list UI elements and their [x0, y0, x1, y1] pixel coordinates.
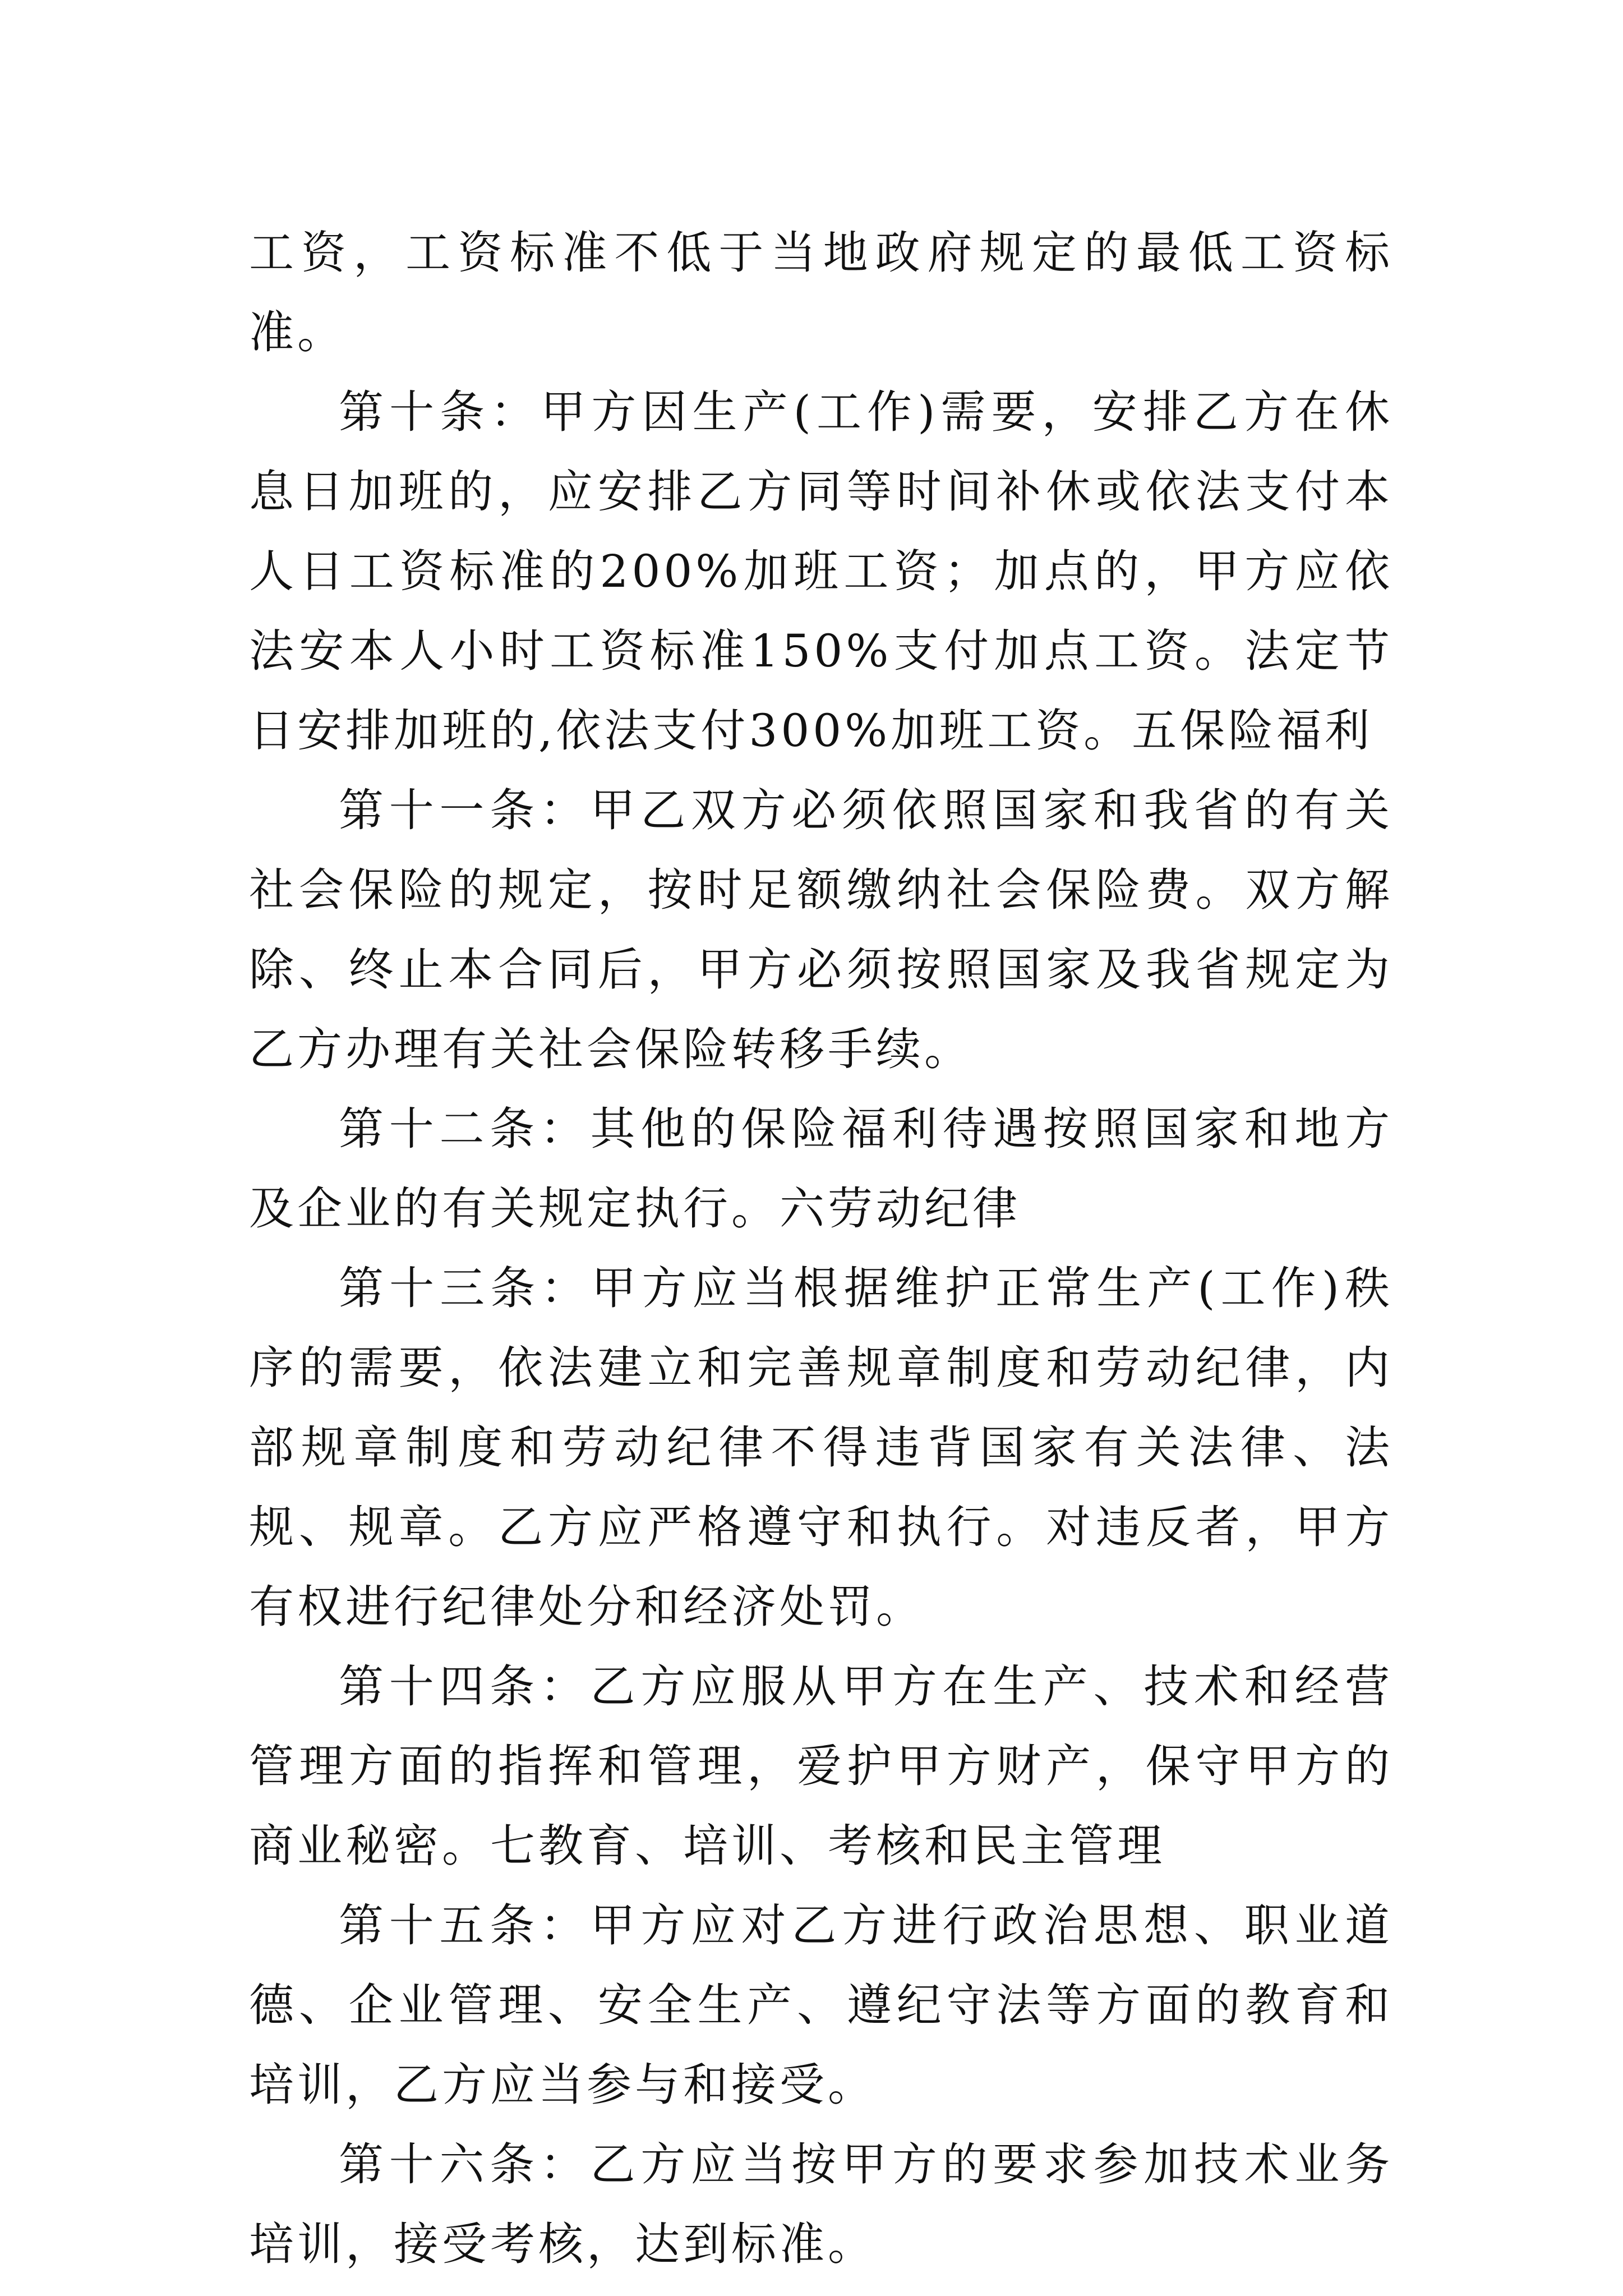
paragraph-article-13: 第十三条：甲方应当根据维护正常生产(工作)秩序的需要，依法建立和完善规章制度和劳动纪律，内部规章制度和劳动纪律不得违背国家有关法律、法规、规章。乙方应严格遵守和执行。对违反者，甲方有权进行纪律处分和经济处罚。: [249, 1262, 1393, 1633]
paragraph-article-11: 第十一条：甲乙双方必须依照国家和我省的有关社会保险的规定，按时足额缴纳社会保险费。双方解除、终止本合同后，甲方必须按照国家及我省规定为乙方办理有关社会保险转移手续。: [249, 784, 1393, 1075]
document-body: [249, 213, 1393, 2284]
paragraph-wage-continuation: 工资，工资标准不低于当地政府规定的最低工资标准。: [249, 227, 1393, 358]
paragraph-article-14: 第十四条：乙方应服从甲方在生产、技术和经营管理方面的指挥和管理，爱护甲方财产，保守甲方的商业秘密。七教育、培训、考核和民主管理: [249, 1660, 1393, 1872]
paragraph-article-16: 第十六条：乙方应当按甲方的要求参加技术业务培训，接受考核，达到标准。: [249, 2138, 1393, 2270]
paragraph-article-15: 第十五条：甲方应对乙方进行政治思想、职业道德、企业管理、安全生产、遵纪守法等方面的教育和培训，乙方应当参与和接受。: [249, 1899, 1393, 2111]
paragraph-article-12: 第十二条：其他的保险福利待遇按照国家和地方及企业的有关规定执行。六劳动纪律: [249, 1103, 1393, 1235]
paragraph-article-10: 第十条：甲方因生产(工作)需要，安排乙方在休息日加班的，应安排乙方同等时间补休或依法支付本人日工资标准的200%加班工资；加点的，甲方应依法安本人小时工资标准150%支付加点工资。法定节日安排加班的,依法支付300%加班工资。五保险福利: [249, 386, 1393, 757]
